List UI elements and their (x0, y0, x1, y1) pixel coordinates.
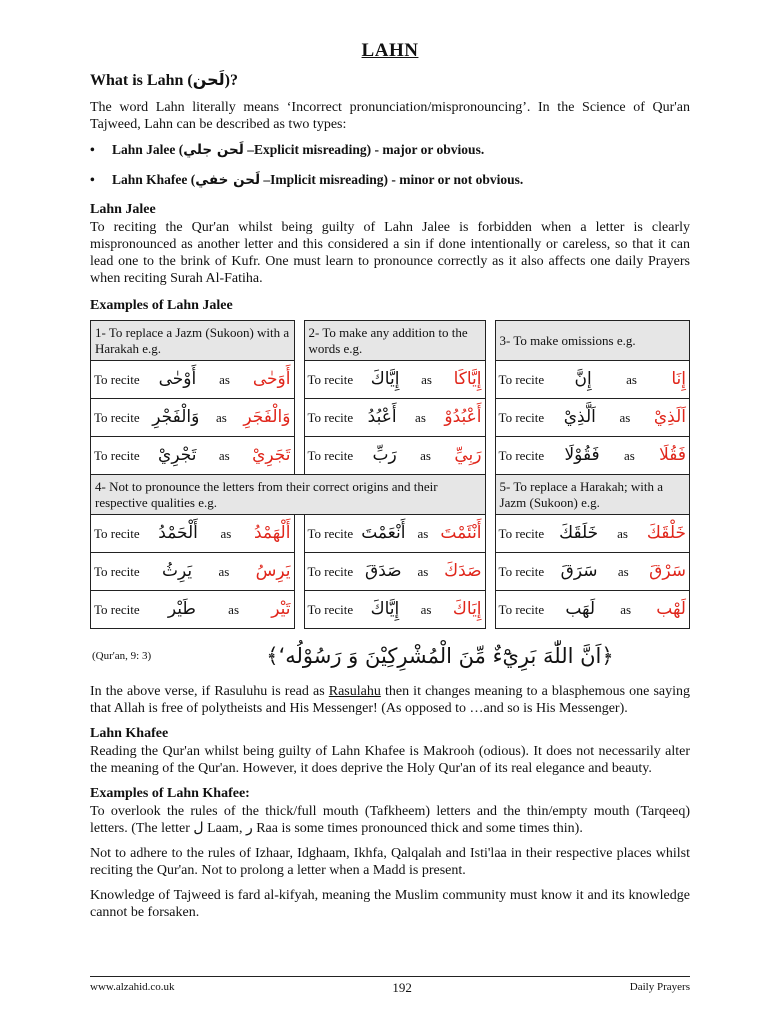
example-cell (495, 437, 689, 475)
column-gap (294, 591, 304, 629)
to-recite-label: To recite (498, 372, 545, 387)
to-recite-label: To recite (498, 602, 545, 617)
lahn-jalee-paragraph: To reciting the Qur'an whilst being guilty of Lahn Jalee is forbidden when a letter is clearly mispronounced as another letter and this considered a sin if done intentionally or careless, so that it can lead one to the brink of Kufr. One must learn to pronounce correctly as it also affects one daily Prayers when reciting Surah Al-Fatiha. (90, 220, 690, 286)
incorrect-word: إِنَا (671, 369, 686, 389)
examples-khafee-heading: Examples of Lahn Khafee: (90, 786, 250, 801)
as-label: as (626, 372, 637, 387)
to-recite-label: To recite (307, 410, 354, 425)
incorrect-word: أَنْئَمْتَ (440, 523, 482, 543)
correct-word: صَدَقَ (365, 561, 402, 581)
example-pair (308, 563, 482, 580)
footer-book-title: Daily Prayers (629, 981, 690, 993)
column-gap (294, 361, 304, 399)
khafee-paragraph-3: Knowledge of Tajweed is fard al-kifyah, meaning the Muslim community must know it and its knowledge cannot be forsaken. (90, 888, 690, 920)
example-pair (94, 563, 291, 580)
to-recite-label: To recite (498, 410, 545, 425)
example-pair (94, 409, 291, 426)
correct-word: رَبِّ (372, 445, 397, 465)
to-recite-label: To recite (94, 448, 140, 463)
example-pair (308, 447, 482, 464)
header-replace-jazm: 1- To replace a Jazm (Sukoon) with a Harakah e.g. (91, 321, 295, 361)
as-label: as (417, 526, 429, 541)
example-cell (304, 553, 485, 591)
footer-website: www.alzahid.co.uk (90, 981, 175, 993)
lahn-jalee-heading: Lahn Jalee (90, 202, 156, 217)
incorrect-word: فَقُلَا (659, 445, 686, 465)
correct-word: طَيْر (167, 599, 196, 619)
as-label: as (617, 564, 629, 579)
example-cell (304, 361, 485, 399)
example-pair (308, 601, 482, 618)
example-pair (499, 525, 686, 542)
example-cell (495, 591, 689, 629)
to-recite-label: To recite (94, 410, 140, 425)
to-recite-label: To recite (307, 372, 354, 387)
column-gap (485, 591, 495, 629)
to-recite-label: To recite (307, 564, 354, 579)
incorrect-word: تَيْر (271, 599, 291, 619)
incorrect-word: تَجَرِيْ (252, 445, 291, 465)
page-number: 192 (392, 980, 412, 995)
lahn-khafee-heading: Lahn Khafee (90, 726, 169, 741)
list-item: • Lahn Khafee (لَحن خفي –Implicit misreading) - minor or not obvious. (90, 172, 524, 188)
as-label: as (220, 526, 232, 541)
example-cell (91, 515, 295, 553)
correct-word: أَوْحٰى (158, 369, 197, 389)
list-item: • Lahn Jalee (لَحن جلي –Explicit misreading) - major or obvious. (90, 142, 485, 158)
as-label: as (421, 372, 432, 387)
to-recite-label: To recite (307, 526, 354, 541)
example-pair (94, 447, 291, 464)
example-cell (91, 437, 295, 475)
incorrect-word: أَعْبُدُوْ (444, 407, 482, 427)
correct-word: أَنْعَمْتَ (361, 523, 406, 543)
header-addition: 2- To make any addition to the words e.g. (304, 321, 485, 361)
correct-word: لَهَب (565, 599, 596, 619)
incorrect-word: وَالْفَجَرِ (243, 407, 291, 427)
page-footer (90, 976, 690, 996)
example-pair (499, 409, 686, 426)
incorrect-word: سَرْقَ (649, 561, 686, 581)
incorrect-word: يَرِسُ (255, 561, 291, 581)
incorrect-word: أَلْهَمْدُ (253, 523, 291, 543)
intro-paragraph: The word Lahn literally means ‘Incorrect pronunciation/mispronouncing’. In the Science of Qur'an Tajweed, Lahn can be described as two types: (90, 100, 690, 132)
examples-jalee-heading: Examples of Lahn Jalee (90, 298, 233, 313)
as-label: as (415, 410, 426, 425)
table-row (91, 553, 690, 591)
page-title: LAHN (361, 40, 419, 61)
to-recite-label: To recite (498, 564, 545, 579)
example-pair (308, 409, 482, 426)
correct-word: إِيَّاكَ (370, 599, 400, 619)
column-gap (485, 553, 495, 591)
rasulahu-underlined: Rasulahu (328, 684, 381, 699)
correct-word: أَلْحَمْدُ (158, 523, 198, 543)
as-label: as (420, 448, 431, 463)
column-gap (485, 399, 495, 437)
what-is-heading: What is Lahn (لَحن)? (90, 70, 238, 89)
table-row (91, 361, 690, 399)
example-cell (304, 515, 485, 553)
column-gap (485, 515, 495, 553)
khafee-paragraph-2: Not to adhere to the rules of Izhaar, Idghaam, Ikhfa, Qalqalah and Isti'laa in their respective places whilst reciting the Qur'an. Not to prolong a letter when a Madd is present. (90, 846, 690, 878)
as-label: as (218, 448, 230, 463)
as-label: as (218, 564, 230, 579)
as-label: as (619, 410, 631, 425)
example-cell (304, 591, 485, 629)
as-label: as (420, 602, 432, 617)
to-recite-label: To recite (94, 564, 140, 579)
khafee-paragraph-1: To overlook the rules of the thick/full mouth (Tafkheem) letters and the thin/empty mouth (Tarqeeq) letters. (The letter ل Laam, ر Raa is some times pronounced thick and some times thin). (90, 804, 690, 836)
as-label: as (219, 372, 230, 387)
verse-note: In the above verse, if Rasuluhu is read as Rasulahu then it changes meaning to a blasphemous one saying that Allah is free of polytheists and His Messenger! (As opposed to …and so is His Messenger). (90, 684, 690, 716)
correct-word: إِنَّ (574, 369, 592, 389)
incorrect-word: صَدَكَ (444, 561, 482, 581)
header-replace-harakah: 5- To replace a Harakah; with a Jazm (Sukoon) e.g. (495, 475, 689, 515)
as-label: as (623, 448, 635, 463)
correct-word: سَرَقَ (560, 561, 598, 581)
to-recite-label: To recite (307, 602, 354, 617)
example-cell (495, 361, 689, 399)
correct-word: اَلَّذِيْ (563, 407, 596, 427)
to-recite-label: To recite (94, 602, 140, 617)
column-gap (294, 399, 304, 437)
examples-table (90, 320, 690, 629)
to-recite-label: To recite (498, 526, 545, 541)
example-pair (94, 525, 291, 542)
example-pair (499, 601, 686, 618)
column-gap (294, 515, 304, 553)
verse-text: ﴿اَنَّ اللّٰهَ بَرِيْٓءٌ مِّنَ الْمُشْرِكِيْنَ وَ رَسُوْلُه‘﴾ (266, 643, 614, 668)
incorrect-word: إِيَّاكَا (453, 369, 482, 389)
to-recite-label: To recite (94, 372, 140, 387)
example-pair (499, 447, 686, 464)
incorrect-word: خَلْقَكَ (646, 523, 686, 543)
table-row (91, 515, 690, 553)
correct-word: فَقُوْلَا (564, 445, 600, 465)
incorrect-word: رَبِيِّ (454, 445, 482, 465)
example-cell (304, 399, 485, 437)
table-row (91, 591, 690, 629)
column-gap (485, 321, 495, 361)
example-cell (304, 437, 485, 475)
to-recite-label: To recite (94, 526, 140, 541)
correct-word: وَالْفَجْرِ (152, 407, 200, 427)
example-pair (308, 525, 482, 542)
correct-word: إِيَّاكَ (370, 369, 400, 389)
table-row (91, 437, 690, 475)
lahn-arabic: لَحن (192, 70, 225, 89)
column-gap (294, 437, 304, 475)
correct-word: خَلَقَكَ (559, 523, 599, 543)
table-row (91, 475, 690, 515)
table-row (91, 321, 690, 361)
incorrect-word: أَوَحٰى (252, 369, 291, 389)
example-cell (495, 399, 689, 437)
correct-word: أَعْبُدُ (367, 407, 397, 427)
column-gap (485, 361, 495, 399)
example-cell (91, 553, 295, 591)
lahn-types-list (90, 141, 690, 189)
example-cell (91, 399, 295, 437)
column-gap (485, 437, 495, 475)
as-label: as (620, 602, 632, 617)
example-cell (91, 591, 295, 629)
column-gap (294, 553, 304, 591)
example-pair (499, 563, 686, 580)
incorrect-word: لَهْب (656, 599, 686, 619)
verse-block (90, 639, 690, 673)
table-row (91, 399, 690, 437)
header-omissions: 3- To make omissions e.g. (495, 321, 689, 361)
correct-word: يَرِثُ (161, 561, 193, 581)
example-pair (308, 371, 482, 388)
example-pair (94, 371, 291, 388)
to-recite-label: To recite (307, 448, 354, 463)
example-cell (495, 515, 689, 553)
to-recite-label: To recite (498, 448, 545, 463)
incorrect-word: إِيَاكَ (452, 599, 482, 619)
verse-reference: (Qur'an, 9: 3) (92, 649, 152, 662)
as-label: as (215, 410, 227, 425)
column-gap (294, 321, 304, 361)
example-pair (499, 371, 686, 388)
column-gap (485, 475, 495, 515)
example-pair (94, 601, 291, 618)
as-label: as (417, 564, 429, 579)
example-cell (495, 553, 689, 591)
header-origins: 4- Not to pronounce the letters from their correct origins and their respective qualities e.g. (91, 475, 486, 515)
incorrect-word: اَلَذِيْ (653, 407, 686, 427)
correct-word: تَجْرِيْ (158, 445, 197, 465)
lahn-khafee-paragraph: Reading the Qur'an whilst being guilty of Lahn Khafee is Makrooh (odious). It does not necessarily alter the meaning of the Qur'an. However, it does deprive the Holy Qur'an of its real elegance and beauty. (90, 744, 690, 776)
example-cell (91, 361, 295, 399)
as-label: as (228, 602, 240, 617)
as-label: as (617, 526, 628, 541)
